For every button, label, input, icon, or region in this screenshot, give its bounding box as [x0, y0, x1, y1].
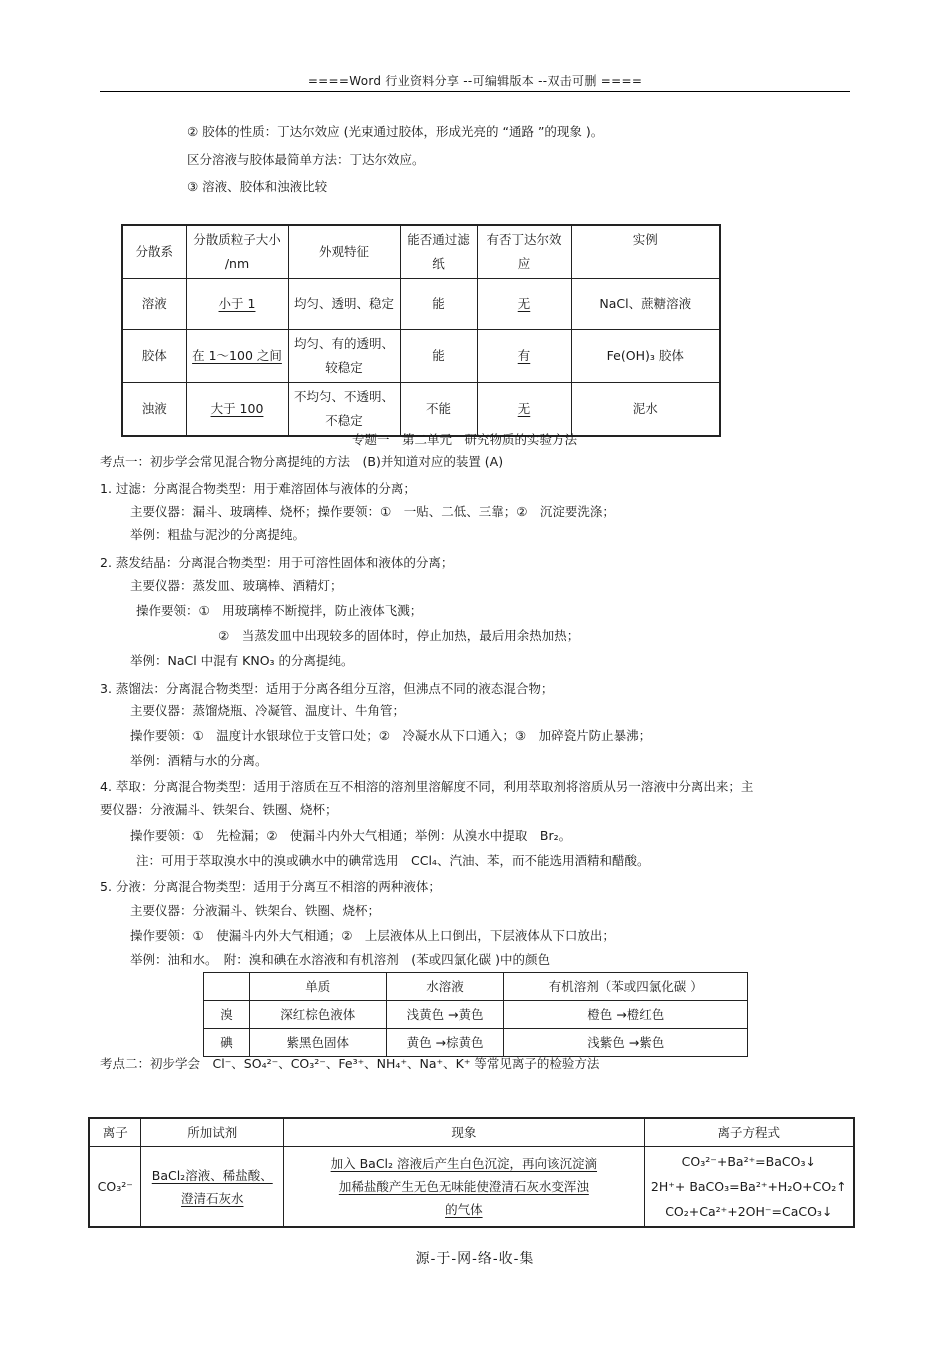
ionic-equation: 2H⁺+ BaCO₃=Ba²⁺+H₂O+CO₂↑	[650, 1179, 847, 1194]
method-filtration-example: 举例：粗盐与泥沙的分离提纯。	[130, 527, 306, 542]
header-cell: 离子方程式	[644, 1118, 854, 1147]
reagent-line: BaCl₂溶液、稀盐酸、	[151, 1167, 273, 1183]
ionic-equation: CO₃²⁻+Ba²⁺=BaCO₃↓	[681, 1154, 816, 1169]
comparison-heading: ③ 溶液、胶体和浊液比较	[187, 179, 328, 194]
table-cell: 碘	[204, 1029, 250, 1057]
header-rule	[100, 91, 850, 92]
method-evaporation-example: 举例：NaCl 中混有 KNO₃ 的分离提纯。	[130, 653, 354, 668]
table-cell: 有	[477, 330, 571, 383]
table-cell: 橙色 →橙红色	[504, 1001, 748, 1029]
ion-cell: CO₃²⁻	[89, 1147, 141, 1228]
method-extraction-instruments: 要仪器：分液漏斗、铁架台、铁圈、烧杯；	[100, 802, 338, 817]
header-cell: 有机溶剂（苯或四氯化碳 ）	[504, 973, 748, 1001]
reagent-line: 澄清石灰水	[180, 1190, 244, 1206]
table-cell: 胶体	[122, 330, 186, 383]
table-cell: 浊液	[122, 383, 186, 437]
table-cell: 不均匀、不透明、不稳定	[288, 383, 400, 437]
table-row	[122, 279, 720, 330]
header-cell: 现象	[284, 1118, 645, 1147]
table-cell: 均匀、有的透明、较稳定	[288, 330, 400, 383]
dispersion-comparison-table	[121, 224, 721, 437]
header-cell: 单质	[249, 973, 386, 1001]
table-cell: 溴	[204, 1001, 250, 1029]
table-row	[89, 1147, 854, 1228]
page-footer: 源-于-网-络-收-集	[415, 1251, 535, 1267]
phenomenon-line: 加稀盐酸产生无色无味能使澄清石灰水变浑浊	[338, 1179, 589, 1194]
table-cell: 紫黑色固体	[249, 1029, 386, 1057]
table-cell: 无	[477, 279, 571, 330]
table-cell: 泥水	[571, 383, 720, 437]
method-separation-example: 举例：油和水。 附：溴和碘在水溶液和有机溶剂 (苯或四氯化碳 )中的颜色	[130, 952, 550, 967]
table-cell: 黄色 →棕黄色	[386, 1029, 504, 1057]
colloid-property-line: ② 胶体的性质：丁达尔效应 (光束通过胶体，形成光亮的 “通路 ”的现象 )。	[187, 124, 604, 139]
table-cell: NaCl、蔗糖溶液	[571, 279, 720, 330]
kaodian-two: 考点二：初步学会 Cl⁻、SO₄²⁻、CO₃²⁻、Fe³⁺、NH₄⁺、Na⁺、K⁺ 等常见离子的检验方法	[100, 1056, 600, 1071]
method-separation-instruments: 主要仪器：分液漏斗、铁架台、铁圈、烧杯；	[130, 903, 381, 918]
table-row	[204, 1001, 748, 1029]
method-evaporation-step1: 操作要领：① 用玻璃棒不断搅拌，防止液体飞溅；	[136, 603, 423, 618]
table-cell: 浅紫色 →紫色	[504, 1029, 748, 1057]
table-cell: Fe(OH)₃ 胶体	[571, 330, 720, 383]
header-cell: 所加试剂	[141, 1118, 284, 1147]
table-cell: 均匀、透明、稳定	[288, 279, 400, 330]
header-cell: 有否丁达尔效应	[477, 225, 571, 279]
header-cell	[204, 973, 250, 1001]
method-separation-type: 5. 分液：分离混合物类型：适用于分离互不相溶的两种液体；	[100, 879, 441, 894]
table-header-row	[89, 1118, 854, 1147]
table-header-row	[204, 973, 748, 1001]
equation-cell	[644, 1147, 854, 1228]
ionic-equation: CO₂+Ca²⁺+2OH⁻=CaCO₃↓	[665, 1204, 833, 1219]
table-cell: 能	[400, 279, 477, 330]
table-row	[122, 383, 720, 437]
table-cell: 深红棕色液体	[249, 1001, 386, 1029]
method-distillation-type: 3. 蒸馏法：分离混合物类型：适用于分离各组分互溶，但沸点不同的液态混合物；	[100, 681, 554, 696]
header-cell: 外观特征	[288, 225, 400, 279]
table-cell: 小于 1	[186, 279, 288, 330]
method-filtration-instruments: 主要仪器：漏斗、玻璃棒、烧杯；操作要领：① 一贴、二低、三靠；② 沉淀要洗涤；	[130, 504, 615, 519]
table-cell: 不能	[400, 383, 477, 437]
table-cell: 在 1～100 之间	[186, 330, 288, 383]
header-cell: 水溶液	[386, 973, 504, 1001]
table-header-row	[122, 225, 720, 279]
method-filtration-type: 1. 过滤：分离混合物类型：用于难溶固体与液体的分离；	[100, 481, 416, 496]
header-cell: 分散系	[122, 225, 186, 279]
method-extraction-type: 4. 萃取：分离混合物类型：适用于溶质在互不相溶的溶剂里溶解度不同，利用萃取剂将溶质从另一溶液中分离出来；主	[100, 779, 754, 794]
method-separation-steps: 操作要领：① 使漏斗内外大气相通；② 上层液体从上口倒出，下层液体从下口放出；	[130, 928, 615, 943]
header-cell: 能否通过滤纸	[400, 225, 477, 279]
table-cell: 能	[400, 330, 477, 383]
method-extraction-note: 注：可用于萃取溴水中的溴或碘水中的碘常选用 CCl₄、汽油、苯，而不能选用酒精和醋酸。	[136, 853, 650, 868]
method-evaporation-type: 2. 蒸发结晶：分离混合物类型：用于可溶性固体和液体的分离；	[100, 555, 454, 570]
table-cell: 大于 100	[186, 383, 288, 437]
halogen-color-table	[203, 972, 748, 1057]
phenomenon-line: 的气体	[445, 1202, 483, 1217]
header-cell: 离子	[89, 1118, 141, 1147]
header-cell: 实例	[571, 225, 720, 279]
header-cell: 分散质粒子大小 /nm	[186, 225, 288, 279]
table-cell: 浅黄色 →黄色	[386, 1001, 504, 1029]
method-extraction-steps: 操作要领：① 先检漏；② 使漏斗内外大气相通；举例：从溴水中提取 Br₂。	[130, 828, 572, 843]
table-row	[122, 330, 720, 383]
distinguish-method-line: 区分溶液与胶体最简单方法：丁达尔效应。	[187, 152, 425, 167]
phenomenon-cell	[284, 1147, 645, 1228]
reagent-cell	[141, 1147, 284, 1228]
method-distillation-instruments: 主要仪器：蒸馏烧瓶、冷凝管、温度计、牛角管；	[130, 703, 406, 718]
page-header: ====Word 行业资料分享 --可编辑版本 --双击可删 ====	[307, 74, 643, 88]
kaodian-one: 考点一：初步学会常见混合物分离提纯的方法 (B)并知道对应的装置 (A)	[100, 454, 504, 469]
method-evaporation-instruments: 主要仪器：蒸发皿、玻璃棒、酒精灯；	[130, 578, 343, 593]
table-cell: 无	[477, 383, 571, 437]
method-evaporation-step2: ② 当蒸发皿中出现较多的固体时，停止加热，最后用余热加热；	[218, 628, 580, 643]
ion-test-table	[88, 1117, 855, 1228]
table-cell: 溶液	[122, 279, 186, 330]
table-row	[204, 1029, 748, 1057]
method-distillation-example: 举例：酒精与水的分离。	[130, 753, 268, 768]
section-title: 专题一 第二单元 研究物质的实验方法	[352, 432, 578, 447]
phenomenon-line: 加入 BaCl₂ 溶液后产生白色沉淀，再向该沉淀滴	[330, 1156, 598, 1171]
method-distillation-steps: 操作要领：① 温度计水银球位于支管口处；② 冷凝水从下口通入；③ 加碎瓷片防止暴沸；	[130, 728, 652, 743]
